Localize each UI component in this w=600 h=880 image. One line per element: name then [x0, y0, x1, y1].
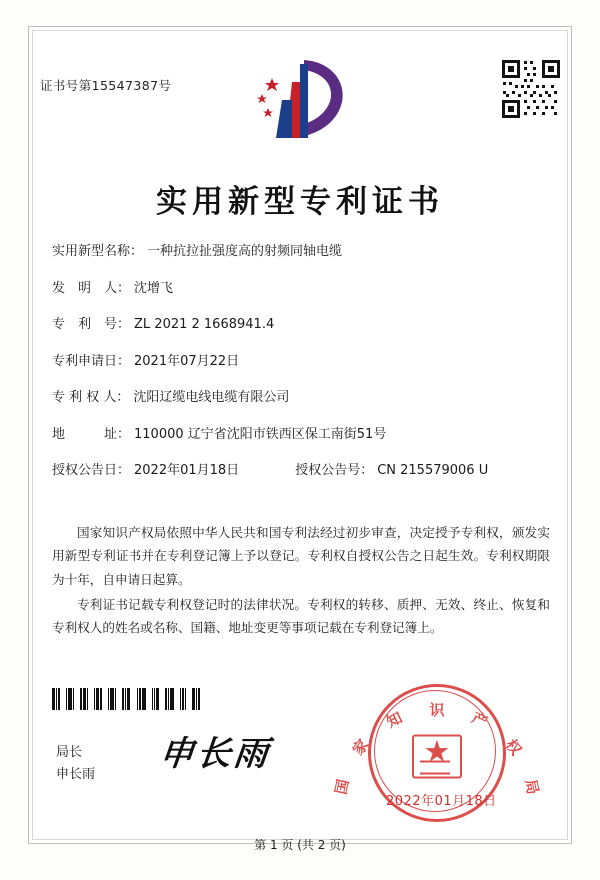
barcode-icon — [52, 688, 202, 710]
field-value: 2021年07月22日 — [134, 353, 240, 369]
page-title: 实用新型专利证书 — [156, 184, 444, 220]
field-label: 专 利 权 人： — [52, 390, 130, 405]
legal-text — [52, 521, 550, 641]
signature-labels — [56, 742, 95, 786]
field-value: 沈阳辽缆电线电缆有限公司 — [133, 390, 290, 405]
field-row — [52, 240, 552, 259]
legal-paragraph: 国家知识产权局依照中华人民共和国专利法经过初步审查，决定授予专利权，颁发实用新型专利证书并在专利登记簿上予以登记。专利权自授权公告之日起生效。专利权期限为十年，自申请日起算。 — [52, 525, 550, 587]
seal-date: 2022年01月18日 — [386, 794, 497, 809]
field-value: 110000 辽宁省沈阳市铁西区保工南街51号 — [134, 426, 387, 442]
cnipa-logo-icon — [246, 56, 354, 142]
grant-number-value: CN 215579006 U — [377, 463, 489, 478]
field-label: 发 明 人： — [52, 280, 131, 296]
field-row — [52, 350, 552, 369]
field-row — [52, 386, 552, 405]
director-name: 申长雨 — [56, 767, 96, 782]
page-footer: 第 1 页 (共 2 页) — [254, 838, 346, 852]
seal-star-icon: ★ — [423, 734, 451, 770]
field-label: 地 址： — [52, 426, 131, 442]
director-title: 局长 — [56, 745, 83, 760]
handwritten-signature: 申长雨 — [157, 734, 273, 774]
field-label: 专 利 号： — [52, 317, 131, 332]
field-row — [52, 313, 552, 332]
field-value: 沈增飞 — [134, 280, 174, 296]
field-list — [52, 240, 552, 496]
field-value: ZL 2021 2 1668941.4 — [134, 317, 275, 332]
field-row — [52, 277, 552, 296]
seal-ring-text: 国 家 知 识 产 权 局 — [331, 701, 543, 797]
field-value: 一种抗拉扯强度高的射频同轴电缆 — [147, 244, 343, 259]
field-label: 实用新型名称： — [52, 244, 144, 259]
grant-number-label: 授权公告号： — [295, 463, 374, 478]
certificate-number: 证书号第15547387号 — [40, 78, 172, 93]
legal-paragraph: 专利证书记载专利权登记时的法律状况。专利权的转移、质押、无效、终止、恢复和专利权人的姓名或名称、国籍、地址变更等事项记载在专利登记簿上。 — [52, 596, 550, 636]
grant-date-value: 2022年01月18日 — [134, 463, 240, 478]
field-row — [52, 423, 552, 442]
field-label: 专利申请日： — [52, 353, 131, 369]
grant-date-label: 授权公告日： — [52, 463, 131, 478]
qr-code-icon — [500, 58, 562, 120]
grant-row — [52, 459, 552, 478]
